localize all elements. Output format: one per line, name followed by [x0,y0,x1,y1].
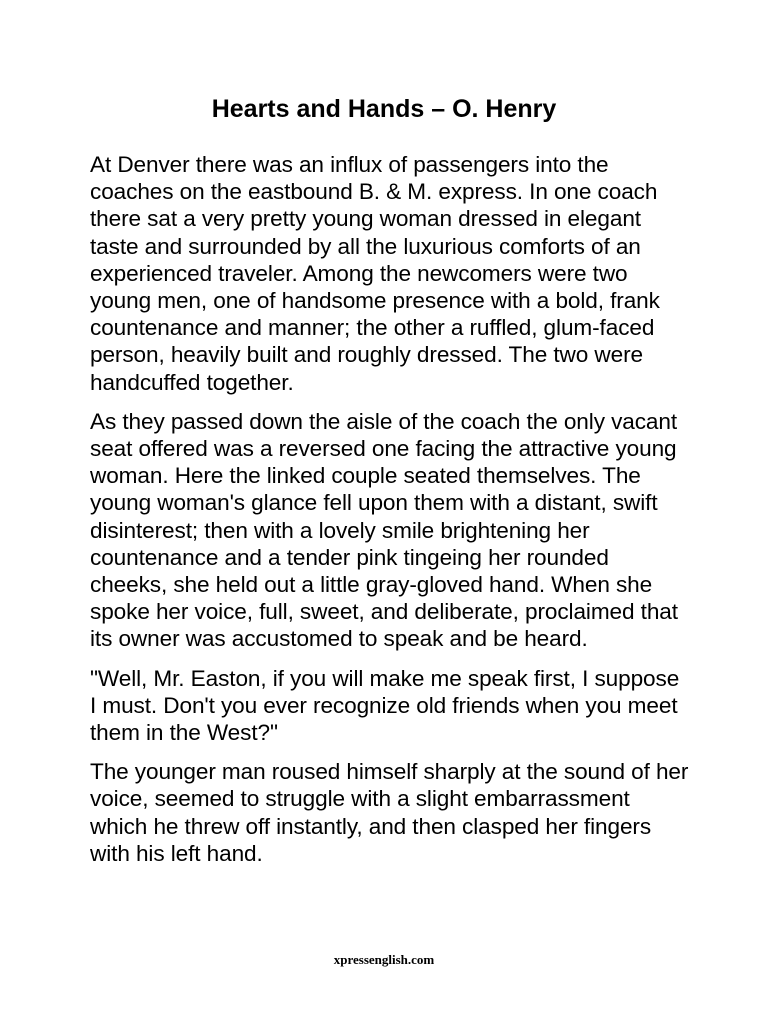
paragraph-2: As they passed down the aisle of the coach the only vacant seat offered was a reversed one facing the attractive young woman. Here the linked couple seated themselves. The young woman's glance fell upon them with a distant, swift disinterest; then with a lovely smile brightening her countenance and a tender pink tingeing her rounded cheeks, she held out a little gray-gloved hand. When she spoke her voice, full, sweet, and deliberate, proclaimed that its owner was accustomed to speak and be heard. [90,408,678,652]
paragraph-1: At Denver there was an influx of passengers into the coaches on the eastbound B. & M. express. In one coach there sat a very pretty young woman dressed in elegant taste and surrounded by all the luxurious comforts of an experienced traveler. Among the newcomers were two young men, one of handsome presence with a bold, frank countenance and manner; the other a ruffled, glum-faced person, heavily built and roughly dressed. The two were handcuffed together. [90,152,660,395]
footer-site-name: xpressenglish.com [333,952,435,967]
story-body [90,151,690,879]
paragraph-3: "Well, Mr. Easton, if you will make me speak first, I suppose I must. Don't you ever recognize old friends when you meet them in the West?" [90,665,680,746]
paragraph-4: The younger man roused himself sharply at the sound of her voice, seemed to struggle with a slight embarrassment which he threw off instantly, and then clasped her fingers with his left hand. [90,759,689,866]
page-title: Hearts and Hands – O. Henry [211,95,557,123]
